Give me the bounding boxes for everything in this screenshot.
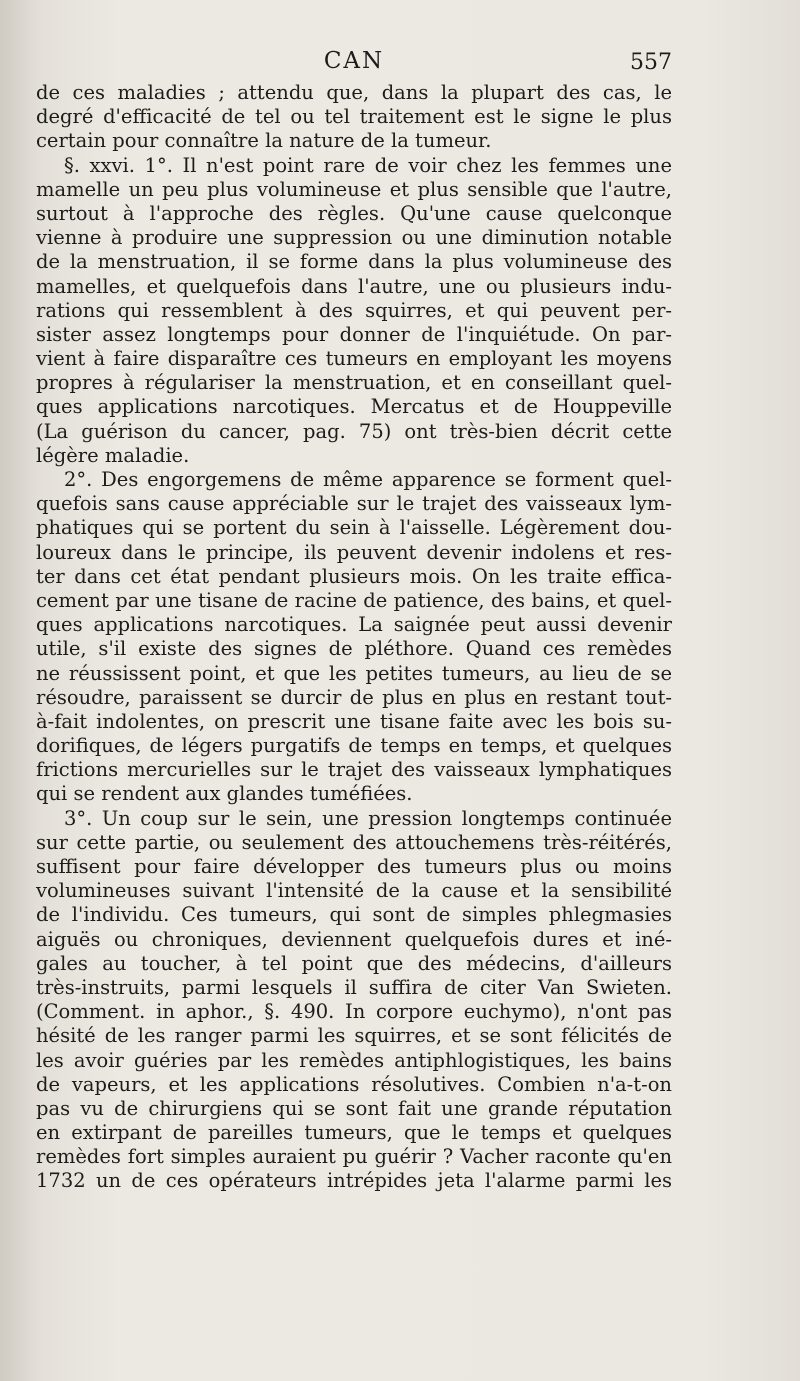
text-line: ques applications narcotiques. Mercatus et de Houppeville: [36, 395, 672, 419]
text-line: très-instruits, parmi lesquels il suffira de citer Van Swieten.: [36, 975, 672, 999]
text-line: ter dans cet état pendant plusieurs mois. On les traite effica-: [36, 564, 672, 588]
text-line: utile, s'il existe des signes de pléthore. Quand ces remèdes: [36, 637, 672, 661]
text-line: vienne à produire une suppression ou une diminution notable: [36, 226, 672, 250]
text-line: cement par une tisane de racine de patience, des bains, et quel-: [36, 588, 672, 612]
text-line: degré d'efficacité de tel ou tel traitement est le signe le plus: [36, 105, 672, 129]
text-line: les avoir guéries par les remèdes antiphlogistiques, les bains: [36, 1048, 672, 1072]
paragraph-start-line: 3°. Un coup sur le sein, une pression longtemps continuée: [64, 806, 672, 830]
body-text: [36, 81, 672, 1194]
text-line: 1732 un de ces opérateurs intrépides jeta l'alarme parmi les: [36, 1169, 672, 1193]
text-line: dorifiques, de légers purgatifs de temps en temps, et quelques: [36, 734, 672, 758]
page-header: [36, 46, 672, 82]
text-line: loureux dans le principe, ils peuvent devenir indolens et res-: [36, 540, 672, 564]
text-line: ne réussissent point, et que les petites tumeurs, au lieu de se: [36, 661, 672, 685]
paragraph-start-line: 2°. Des engorgemens de même apparence se forment quel-: [64, 468, 672, 491]
running-head: CAN: [323, 48, 385, 74]
page-bottom-margin: [36, 1215, 672, 1355]
page-number: 557: [630, 50, 672, 75]
text-line: rations qui ressemblent à des squirres, et qui peuvent per-: [36, 298, 672, 322]
text-line: en extirpant de pareilles tumeurs, que le temps et quelques: [36, 1121, 672, 1145]
text-line: (Comment. in aphor., §. 490. In corpore euchymo), n'ont pas: [36, 1000, 672, 1024]
text-line: frictions mercurielles sur le trajet des vaisseaux lymphatiques: [36, 758, 672, 782]
paragraph-start-line: §. xxvi. 1°. Il n'est point rare de voir chez les femmes une: [64, 153, 672, 177]
text-line: vient à faire disparaître ces tumeurs en employant les moyens: [36, 347, 672, 371]
text-line: volumineuses suivant l'intensité de la cause et la sensibilité: [36, 879, 672, 903]
text-line: de la menstruation, il se forme dans la plus volumineuse des: [36, 250, 672, 274]
text-line: pas vu de chirurgiens qui se sont fait une grande réputation: [36, 1096, 672, 1120]
text-line: gales au toucher, à tel point que des médecins, d'ailleurs: [36, 951, 672, 975]
text-line: légère maladie.: [36, 443, 190, 467]
text-line: propres à régulariser la menstruation, et en conseillant quel-: [36, 371, 672, 395]
text-line: à-fait indolentes, on prescrit une tisane faite avec les bois su-: [36, 709, 672, 733]
text-line: ques applications narcotiques. La saignée peut aussi devenir: [36, 613, 672, 637]
text-line: hésité de les ranger parmi les squirres, et se sont félicités de: [36, 1024, 672, 1048]
text-line: quefois sans cause appréciable sur le trajet des vaisseaux lym-: [36, 492, 672, 516]
text-line: de l'individu. Ces tumeurs, qui sont de simples phlegmasies: [36, 903, 672, 927]
text-line: qui se rendent aux glandes tuméfiées.: [36, 782, 413, 806]
text-line: sur cette partie, ou seulement des attouchemens très-réitérés,: [36, 830, 672, 854]
text-line: phatiques qui se portent du sein à l'aisselle. Légèrement dou-: [36, 516, 672, 540]
text-line: résoudre, paraissent se durcir de plus en plus en restant tout-: [36, 685, 672, 709]
text-line: surtout à l'approche des règles. Qu'une cause quelconque: [36, 201, 672, 225]
text-line: suffisent pour faire développer des tumeurs plus ou moins: [36, 855, 672, 878]
text-line: mamelle un peu plus volumineuse et plus sensible que l'autre,: [36, 177, 672, 201]
text-line: sister assez longtemps pour donner de l'inquiétude. On par-: [36, 322, 672, 346]
text-line: de ces maladies ; attendu que, dans la plupart des cas, le: [36, 81, 672, 104]
text-line: de vapeurs, et les applications résolutives. Combien n'a-t-on: [36, 1072, 672, 1096]
text-line: (La guérison du cancer, pag. 75) ont très-bien décrit cette: [36, 419, 672, 443]
text-line: remèdes fort simples auraient pu guérir ? Vacher raconte qu'en: [36, 1145, 672, 1169]
text-line: certain pour connaître la nature de la tumeur.: [36, 129, 492, 153]
text-line: mamelles, et quelquefois dans l'autre, une ou plusieurs indu-: [36, 274, 672, 298]
text-line: aiguës ou chroniques, deviennent quelquefois dures et iné-: [36, 927, 672, 951]
